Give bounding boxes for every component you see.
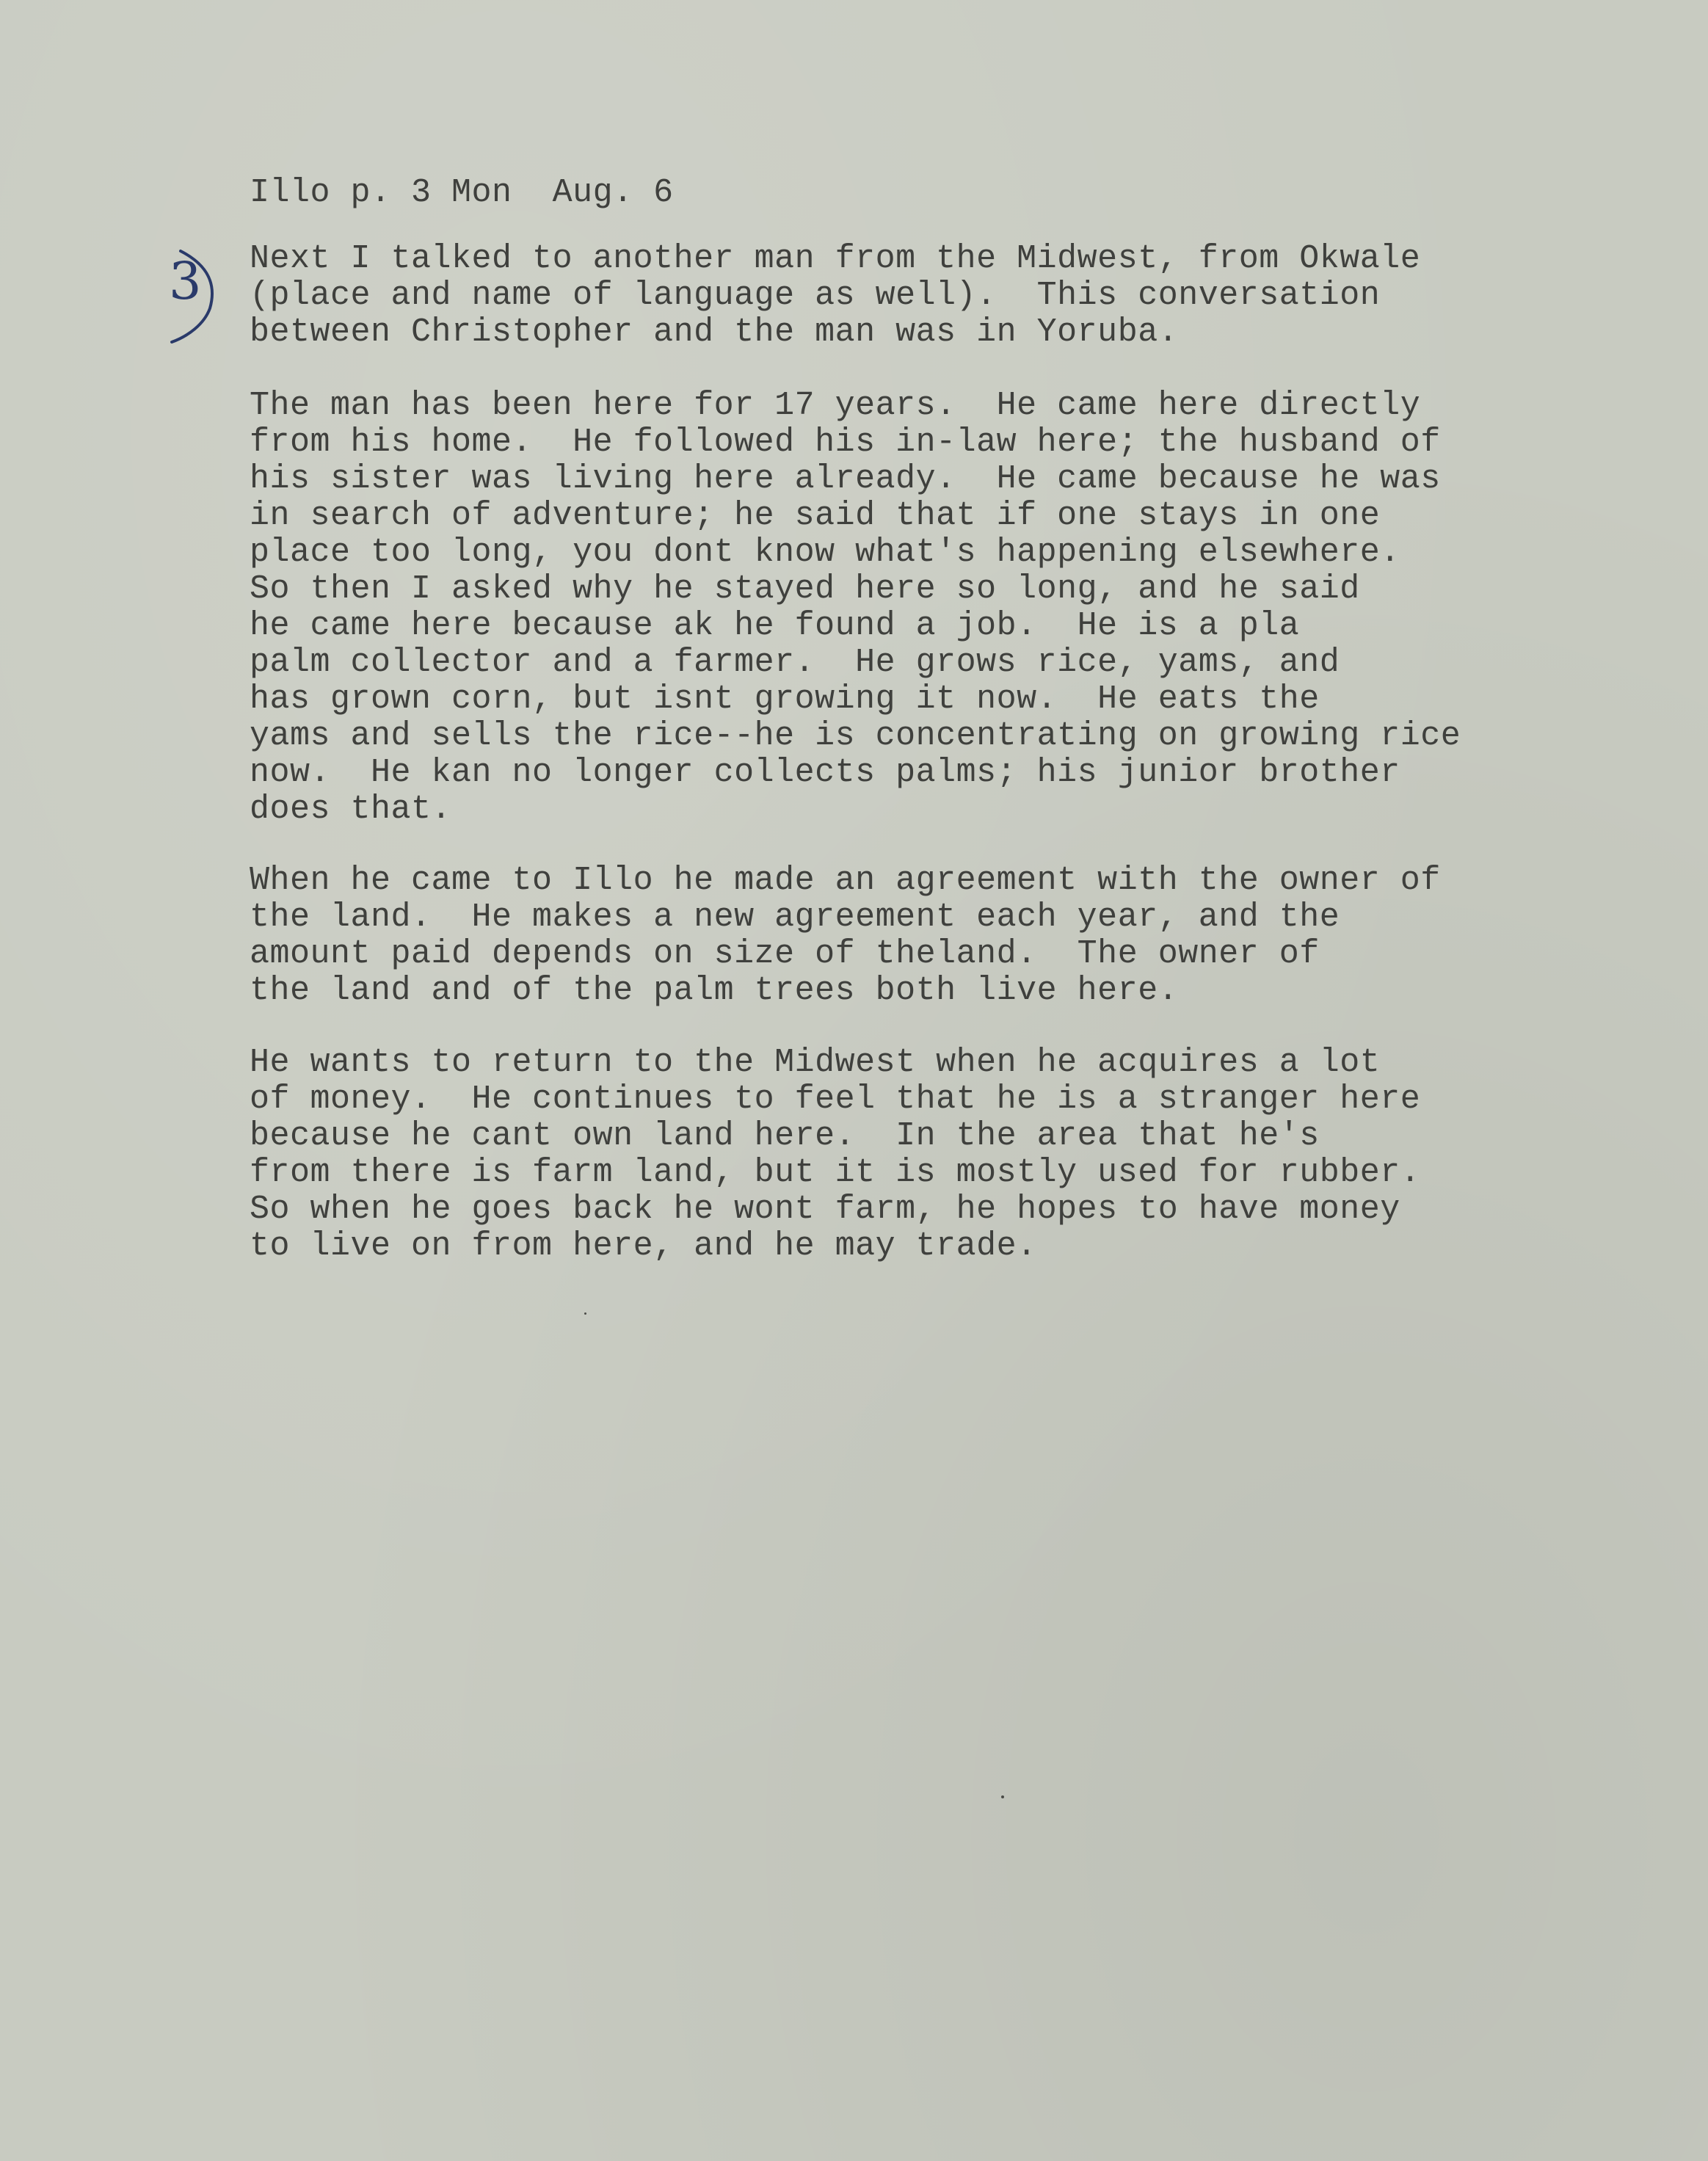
text-line: from there is farm land, but it is mostly used for rubber. [250, 1154, 1421, 1191]
text-line: the land. He makes a new agreement each year, and the [250, 898, 1340, 936]
text-line: does that. [250, 791, 452, 828]
text-line: because he cant own land here. In the area that he's [250, 1117, 1320, 1155]
paragraph-2 [250, 388, 1461, 828]
handwritten-number: 3 [169, 251, 202, 311]
text-line: place too long, you dont know what's happening elsewhere. [250, 534, 1400, 571]
text-line: of money. He continues to feel that he is a stranger here [250, 1080, 1421, 1118]
text-line: So when he goes back he wont farm, he hopes to have money [250, 1191, 1400, 1228]
text-line: yams and sells the rice--he is concentrating on growing rice [250, 717, 1461, 755]
text-line: the land and of the palm trees both live here. [250, 972, 1179, 1009]
text-line: to live on from here, and he may trade. [250, 1227, 1037, 1265]
page-header: Illo p. 3 Mon Aug. 6 [250, 174, 674, 211]
text-line: The man has been here for 17 years. He came here directly [250, 387, 1421, 424]
text-line: Next I talked to another man from the Midwest, from Okwale [250, 240, 1421, 277]
handwritten-page-number [166, 242, 232, 352]
paragraph-1 [250, 241, 1420, 351]
text-line: in search of adventure; he said that if one stays in one [250, 497, 1381, 534]
text-line: palm collector and a farmer. He grows rice, yams, and [250, 644, 1340, 681]
text-line: When he came to Illo he made an agreement with the owner of [250, 862, 1441, 899]
text-line: (place and name of language as well). This conversation [250, 277, 1381, 314]
paper-speck [584, 1312, 586, 1315]
text-line: So then I asked why he stayed here so long, and he said [250, 570, 1360, 608]
paragraph-3 [250, 862, 1441, 1009]
paragraph-4 [250, 1045, 1420, 1265]
text-line: he came here because ak he found a job. He is a pla [250, 607, 1300, 644]
text-line: his sister was living here already. He came because he was [250, 460, 1441, 498]
text-line: between Christopher and the man was in Yoruba. [250, 313, 1179, 351]
text-line: has grown corn, but isnt growing it now. He eats the [250, 680, 1320, 718]
text-line: now. He kan no longer collects palms; his junior brother [250, 754, 1400, 791]
text-line: He wants to return to the Midwest when he acquires a lot [250, 1044, 1381, 1081]
text-line: from his home. He followed his in-law here; the husband of [250, 424, 1441, 461]
paper-speck [1001, 1795, 1004, 1798]
text-line: amount paid depends on size of theland. The owner of [250, 935, 1320, 973]
